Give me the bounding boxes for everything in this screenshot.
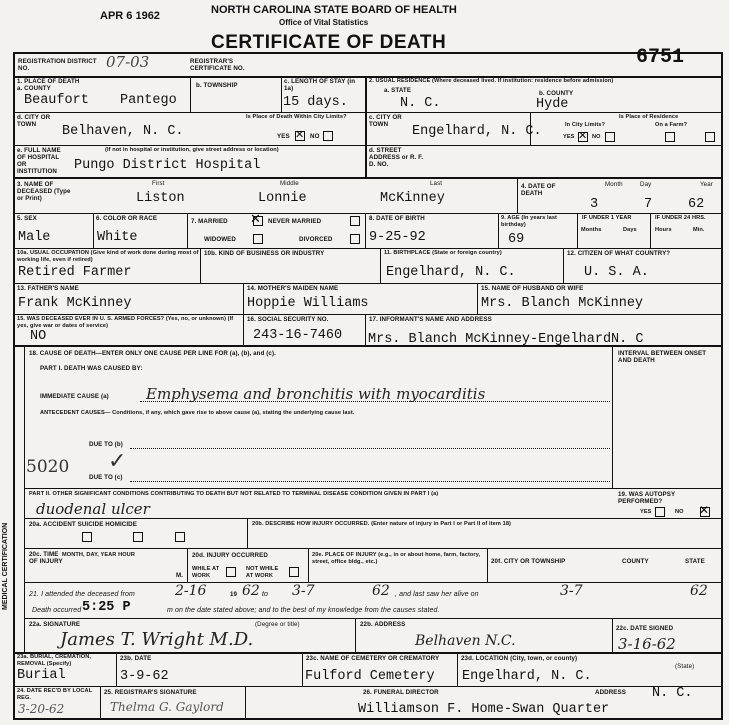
date-signed: 3-16-62 — [618, 635, 676, 653]
received-stamp: APR 6 1962 — [100, 10, 160, 22]
burial-date-label: 23b. DATE — [120, 655, 152, 662]
widowed-label: WIDOWED — [204, 236, 236, 243]
color-race-label: 6. COLOR OR RACE — [96, 215, 158, 222]
length-of-stay: 15 days. — [283, 95, 348, 110]
in-city-yes-mark: ✕ — [578, 130, 588, 142]
injury-occurred-label: 20d. INJURY OCCURRED — [192, 552, 268, 559]
months-label: Months — [581, 227, 602, 233]
death-city-label: d. CITY OR TOWN — [17, 114, 51, 128]
autopsy-yes-checkbox[interactable] — [655, 507, 665, 517]
on-farm-yes-checkbox[interactable] — [665, 132, 675, 142]
death-year-label: Year — [700, 181, 713, 188]
burial-date: 3-9-62 — [120, 669, 169, 684]
autopsy-label: 19. WAS AUTOPSY PERFORMED? — [618, 491, 676, 505]
accident-label: 20a. ACCIDENT SUICIDE HOMICIDE — [29, 521, 137, 528]
hours-label: Hours — [655, 227, 672, 233]
informant: Mrs. Blanch McKinney-EngelhardN. C — [368, 332, 644, 347]
registration-district-value: 07-03 — [106, 53, 150, 71]
death-occurred-label: Death occurred — [32, 607, 82, 614]
degree-label: (Degree or title) — [255, 621, 300, 628]
death-city: Belhaven, N. C. — [62, 124, 184, 139]
armed-forces-label: 15. WAS DECEASED EVER IN U. S. ARMED FORCES? (Yes, no, or unknown) (If yes, give war or dates of service) — [17, 316, 234, 329]
immediate-cause: Emphysema and bronchitis with myocarditis — [146, 385, 486, 403]
interval-label: INTERVAL BETWEEN ONSET AND DEATH — [618, 350, 707, 364]
birth-date-label: 8. DATE OF BIRTH — [369, 215, 425, 222]
death-township-label: b. TOWNSHIP — [196, 82, 238, 89]
injury-city-label: 20f. CITY OR TOWNSHIP — [491, 558, 566, 565]
location-label: 23d. LOCATION (City, town, or county) — [461, 655, 578, 662]
funeral-director-label: 26. FUNERAL DIRECTOR — [363, 689, 439, 696]
hospital-note: (If not in hospital or institution, give street address or location) — [105, 147, 279, 153]
days-label: Days — [623, 227, 637, 233]
page-title: CERTIFICATE OF DEATH — [211, 32, 447, 53]
burial-location: Engelhard, N. C. — [462, 669, 592, 684]
last-saw-year: 62 — [690, 583, 708, 599]
middle-name: Lonnie — [258, 191, 307, 206]
age: 69 — [508, 232, 525, 247]
hospital-label: e. FULL NAME OF HOSPITAL OR INSTITUTION — [17, 147, 61, 175]
spouse-label: 15. NAME OF HUSBAND OR WIFE — [481, 285, 584, 292]
hospital-name: Pungo District Hospital — [74, 158, 261, 173]
residence-state: N. C. — [400, 96, 441, 111]
last-saw-label: , and last saw her alive on — [395, 591, 479, 598]
occupation-label: 10a. USUAL OCCUPATION (Give kind of work done during most of working life, even if retired) — [17, 250, 199, 263]
autopsy-yes-label: YES — [640, 509, 652, 515]
board-name: NORTH CAROLINA STATE BOARD OF HEALTH — [211, 4, 457, 16]
occupation: Retired Farmer — [18, 265, 132, 280]
medical-certification-side-label: MEDICAL CERTIFICATION — [2, 522, 9, 610]
never-married-label: NEVER MARRIED — [268, 218, 322, 225]
death-day: 7 — [644, 197, 653, 212]
death-county-label: a. COUNTY — [17, 85, 51, 92]
last-saw-date: 3-7 — [560, 583, 583, 599]
last-name: McKinney — [380, 191, 445, 206]
registrar-signature: Thelma G. Gaylord — [110, 700, 224, 714]
place-of-death-label: 1. PLACE OF DEATH — [17, 78, 80, 85]
spouse-name: Mrs. Blanch McKinney — [481, 296, 644, 311]
never-married-checkbox[interactable] — [350, 216, 360, 226]
color-race: White — [97, 230, 138, 245]
death-occurred-tail: m on the date stated above; and to the best of my knowledge from the causes stated. — [167, 607, 440, 614]
sex-label: 5. SEX — [17, 215, 37, 222]
accident-checkbox[interactable] — [82, 532, 92, 542]
length-of-stay-label: c. LENGTH OF STAY (in 1a) — [284, 78, 356, 92]
date-signed-label: 22c. DATE SIGNED — [616, 625, 674, 632]
part2-label: PART II. OTHER SIGNIFICANT CONDITIONS CONTRIBUTING TO DEATH BUT NOT RELATED TO TERMINAL DISEASE CONDITION GIVEN IN PART I (a) — [29, 491, 439, 497]
residence-place-label: Is Place of Residence — [619, 114, 679, 120]
due-to-b-label: DUE TO (b) — [89, 441, 123, 448]
death-township: Pantego — [120, 93, 177, 108]
checkmark-icon: ✓ — [108, 448, 127, 473]
within-limits-no-checkbox[interactable] — [323, 131, 333, 141]
date-received-label: 24. DATE REC'D BY LOCAL REG. — [17, 688, 93, 701]
time-of-injury-label: 20c. TIME OF INJURY — [29, 551, 63, 565]
antecedent-label: ANTECEDENT CAUSES— Conditions, if any, which gave rise to above cause (a), stating the underlying cause last. — [40, 410, 355, 416]
cemetery-label: 23c. NAME OF CEMETERY OR CREMATORY — [306, 655, 440, 662]
physician-address: Belhaven N.C. — [415, 633, 516, 649]
suicide-checkbox[interactable] — [133, 532, 143, 542]
attended-label: 21. I attended the deceased from — [29, 591, 135, 598]
place-of-injury-label: 20e. PLACE OF INJURY (e.g., in or about home, farm, factory, street, office bldg., etc.) — [312, 552, 481, 565]
under-24-hrs-label: IF UNDER 24 HRS. — [655, 215, 706, 221]
residence-city: Engelhard, N. C. — [412, 124, 542, 139]
death-day-label: Day — [640, 181, 652, 188]
birthplace: Engelhard, N. C. — [386, 265, 516, 280]
ssn: 243-16-7460 — [253, 328, 343, 343]
burial-type: Burial — [17, 668, 66, 683]
under-1-year-label: IF UNDER 1 YEAR — [582, 215, 632, 221]
deceased-name-label: 3. NAME OF DECEASED (Type or Print) — [17, 181, 71, 202]
divorced-label: DIVORCED — [299, 236, 333, 243]
attended-to-label: to — [262, 591, 269, 598]
cemetery-name: Fulford Cemetery — [305, 669, 435, 684]
part1-label: PART I. DEATH WAS CAUSED BY: — [40, 365, 143, 372]
ssn-label: 16. SOCIAL SECURITY NO. — [247, 316, 329, 323]
not-work-label: NOT WHILE AT WORK — [246, 566, 279, 579]
married-label: 7. MARRIED — [191, 218, 228, 225]
signature-label: 22a. SIGNATURE — [29, 621, 81, 628]
while-work-checkbox[interactable] — [226, 567, 236, 577]
not-work-checkbox[interactable] — [289, 567, 299, 577]
birth-date: 9-25-92 — [369, 230, 426, 245]
death-county: Beaufort — [24, 93, 89, 108]
within-limits-label: Is Place of Death Within City Limits? — [246, 114, 347, 120]
on-farm-no-checkbox[interactable] — [705, 132, 715, 142]
immediate-cause-label: IMMEDIATE CAUSE (a) — [40, 393, 109, 400]
residence-yes-label: YES — [563, 134, 575, 140]
physician-address-label: 22b. ADDRESS — [360, 621, 406, 628]
citizen: U. S. A. — [584, 265, 649, 280]
homicide-checkbox[interactable] — [175, 532, 185, 542]
citizen-label: 12. CITIZEN OF WHAT COUNTRY? — [567, 250, 671, 257]
autopsy-no-label: NO — [675, 509, 684, 515]
attended-to: 3-7 — [292, 583, 315, 599]
physician-signature: James T. Wright M.D. — [60, 629, 254, 650]
birthplace-label: 11. BIRTHPLACE (State or foreign country) — [384, 250, 502, 256]
residence-label: 2. USUAL RESIDENCE (Where deceased lived. If institution: residence before admission) — [369, 78, 614, 84]
registrar-certificate-label: REGISTRAR'S CERTIFICATE NO. — [190, 58, 245, 72]
office-name: Office of Vital Statistics — [279, 18, 369, 27]
street-address-label: d. STREET ADDRESS or R. F. D. NO. — [369, 147, 424, 168]
location-state-label: (State) — [675, 663, 695, 670]
injury-state-label: STATE — [685, 558, 705, 565]
registrar-signature-label: 25. REGISTRAR'S SIGNATURE — [104, 689, 197, 696]
funeral-director-tail: N. C. — [652, 686, 693, 701]
death-time: 5:25 P — [82, 600, 131, 615]
sex: Male — [18, 230, 51, 245]
married-mark: ✕ — [250, 211, 261, 226]
widowed-checkbox[interactable] — [253, 234, 263, 244]
residence-state-label: a. STATE — [384, 87, 412, 94]
informant-label: 17. INFORMANT'S NAME AND ADDRESS — [369, 316, 492, 323]
business-label: 10b. KIND OF BUSINESS OR INDUSTRY — [204, 250, 325, 257]
first-name-label: First — [152, 180, 165, 187]
within-limits-yes-mark: ✕ — [295, 129, 305, 141]
part2-condition: duodenal ulcer — [36, 500, 150, 518]
residence-county-label: b. COUNTY — [539, 90, 574, 97]
cause-header-label: 18. CAUSE OF DEATH—ENTER ONLY ONE CAUSE PER LINE FOR (a), (b), and (c). — [29, 350, 276, 357]
injury-county-label: COUNTY — [622, 558, 649, 565]
residence-city-label: c. CITY OR TOWN — [369, 114, 402, 128]
attended-from: 2-16 — [175, 583, 207, 599]
within-limits-no-label: NO — [310, 133, 320, 140]
registration-district-label: REGISTRATION DISTRICT NO. — [18, 58, 97, 72]
death-month: 3 — [590, 197, 599, 212]
within-limits-yes-label: YES — [277, 133, 290, 140]
death-year: 62 — [688, 197, 705, 212]
funeral-address-label: ADDRESS — [595, 689, 626, 696]
death-month-label: Month — [605, 181, 623, 188]
funeral-director: Williamson F. Home-Swan Quarter — [358, 702, 610, 717]
time-columns-label: MONTH, DAY, YEAR HOUR — [62, 552, 135, 558]
attended-from-century: 19 — [230, 591, 238, 598]
residence-county: Hyde — [536, 97, 569, 112]
certificate-number: 6751 — [636, 46, 685, 69]
classification-code: 5020 — [26, 457, 70, 477]
time-m-label: M. — [176, 572, 184, 579]
due-to-c-label: DUE TO (c) — [89, 474, 123, 481]
in-city-no-checkbox[interactable] — [605, 132, 615, 142]
attended-from-year: 62 — [242, 583, 260, 599]
burial-label: 23a. BURIAL, CREMATION, REMOVAL (Specify) — [17, 654, 91, 667]
age-label: 9. AGE (In years last birthday) — [501, 215, 557, 228]
while-work-label: WHILE AT WORK — [192, 566, 220, 579]
armed-forces: NO — [30, 329, 47, 344]
on-farm-label: On a Farm? — [655, 122, 688, 128]
middle-name-label: Middle — [280, 180, 299, 187]
father-name: Frank McKinney — [18, 296, 132, 311]
mother-label: 14. MOTHER'S MAIDEN NAME — [247, 285, 339, 292]
last-name-label: Last — [430, 180, 443, 187]
first-name: Liston — [136, 191, 185, 206]
divorced-checkbox[interactable] — [350, 234, 360, 244]
date-received: 3-20-62 — [18, 702, 65, 716]
father-label: 13. FATHER'S NAME — [17, 285, 79, 292]
autopsy-no-mark: ✕ — [699, 503, 710, 517]
attended-to-year: 62 — [372, 583, 390, 599]
date-of-death-label: 4. DATE OF DEATH — [521, 183, 556, 197]
mother-name: Hoppie Williams — [247, 296, 369, 311]
min-label: Min. — [693, 227, 705, 233]
in-city-limits-label: In City Limits? — [565, 122, 606, 128]
describe-injury-label: 20b. DESCRIBE HOW INJURY OCCURRED. (Enter nature of injury in Part I or Part II of item 18) — [252, 521, 511, 527]
residence-no-label: NO — [592, 134, 601, 140]
